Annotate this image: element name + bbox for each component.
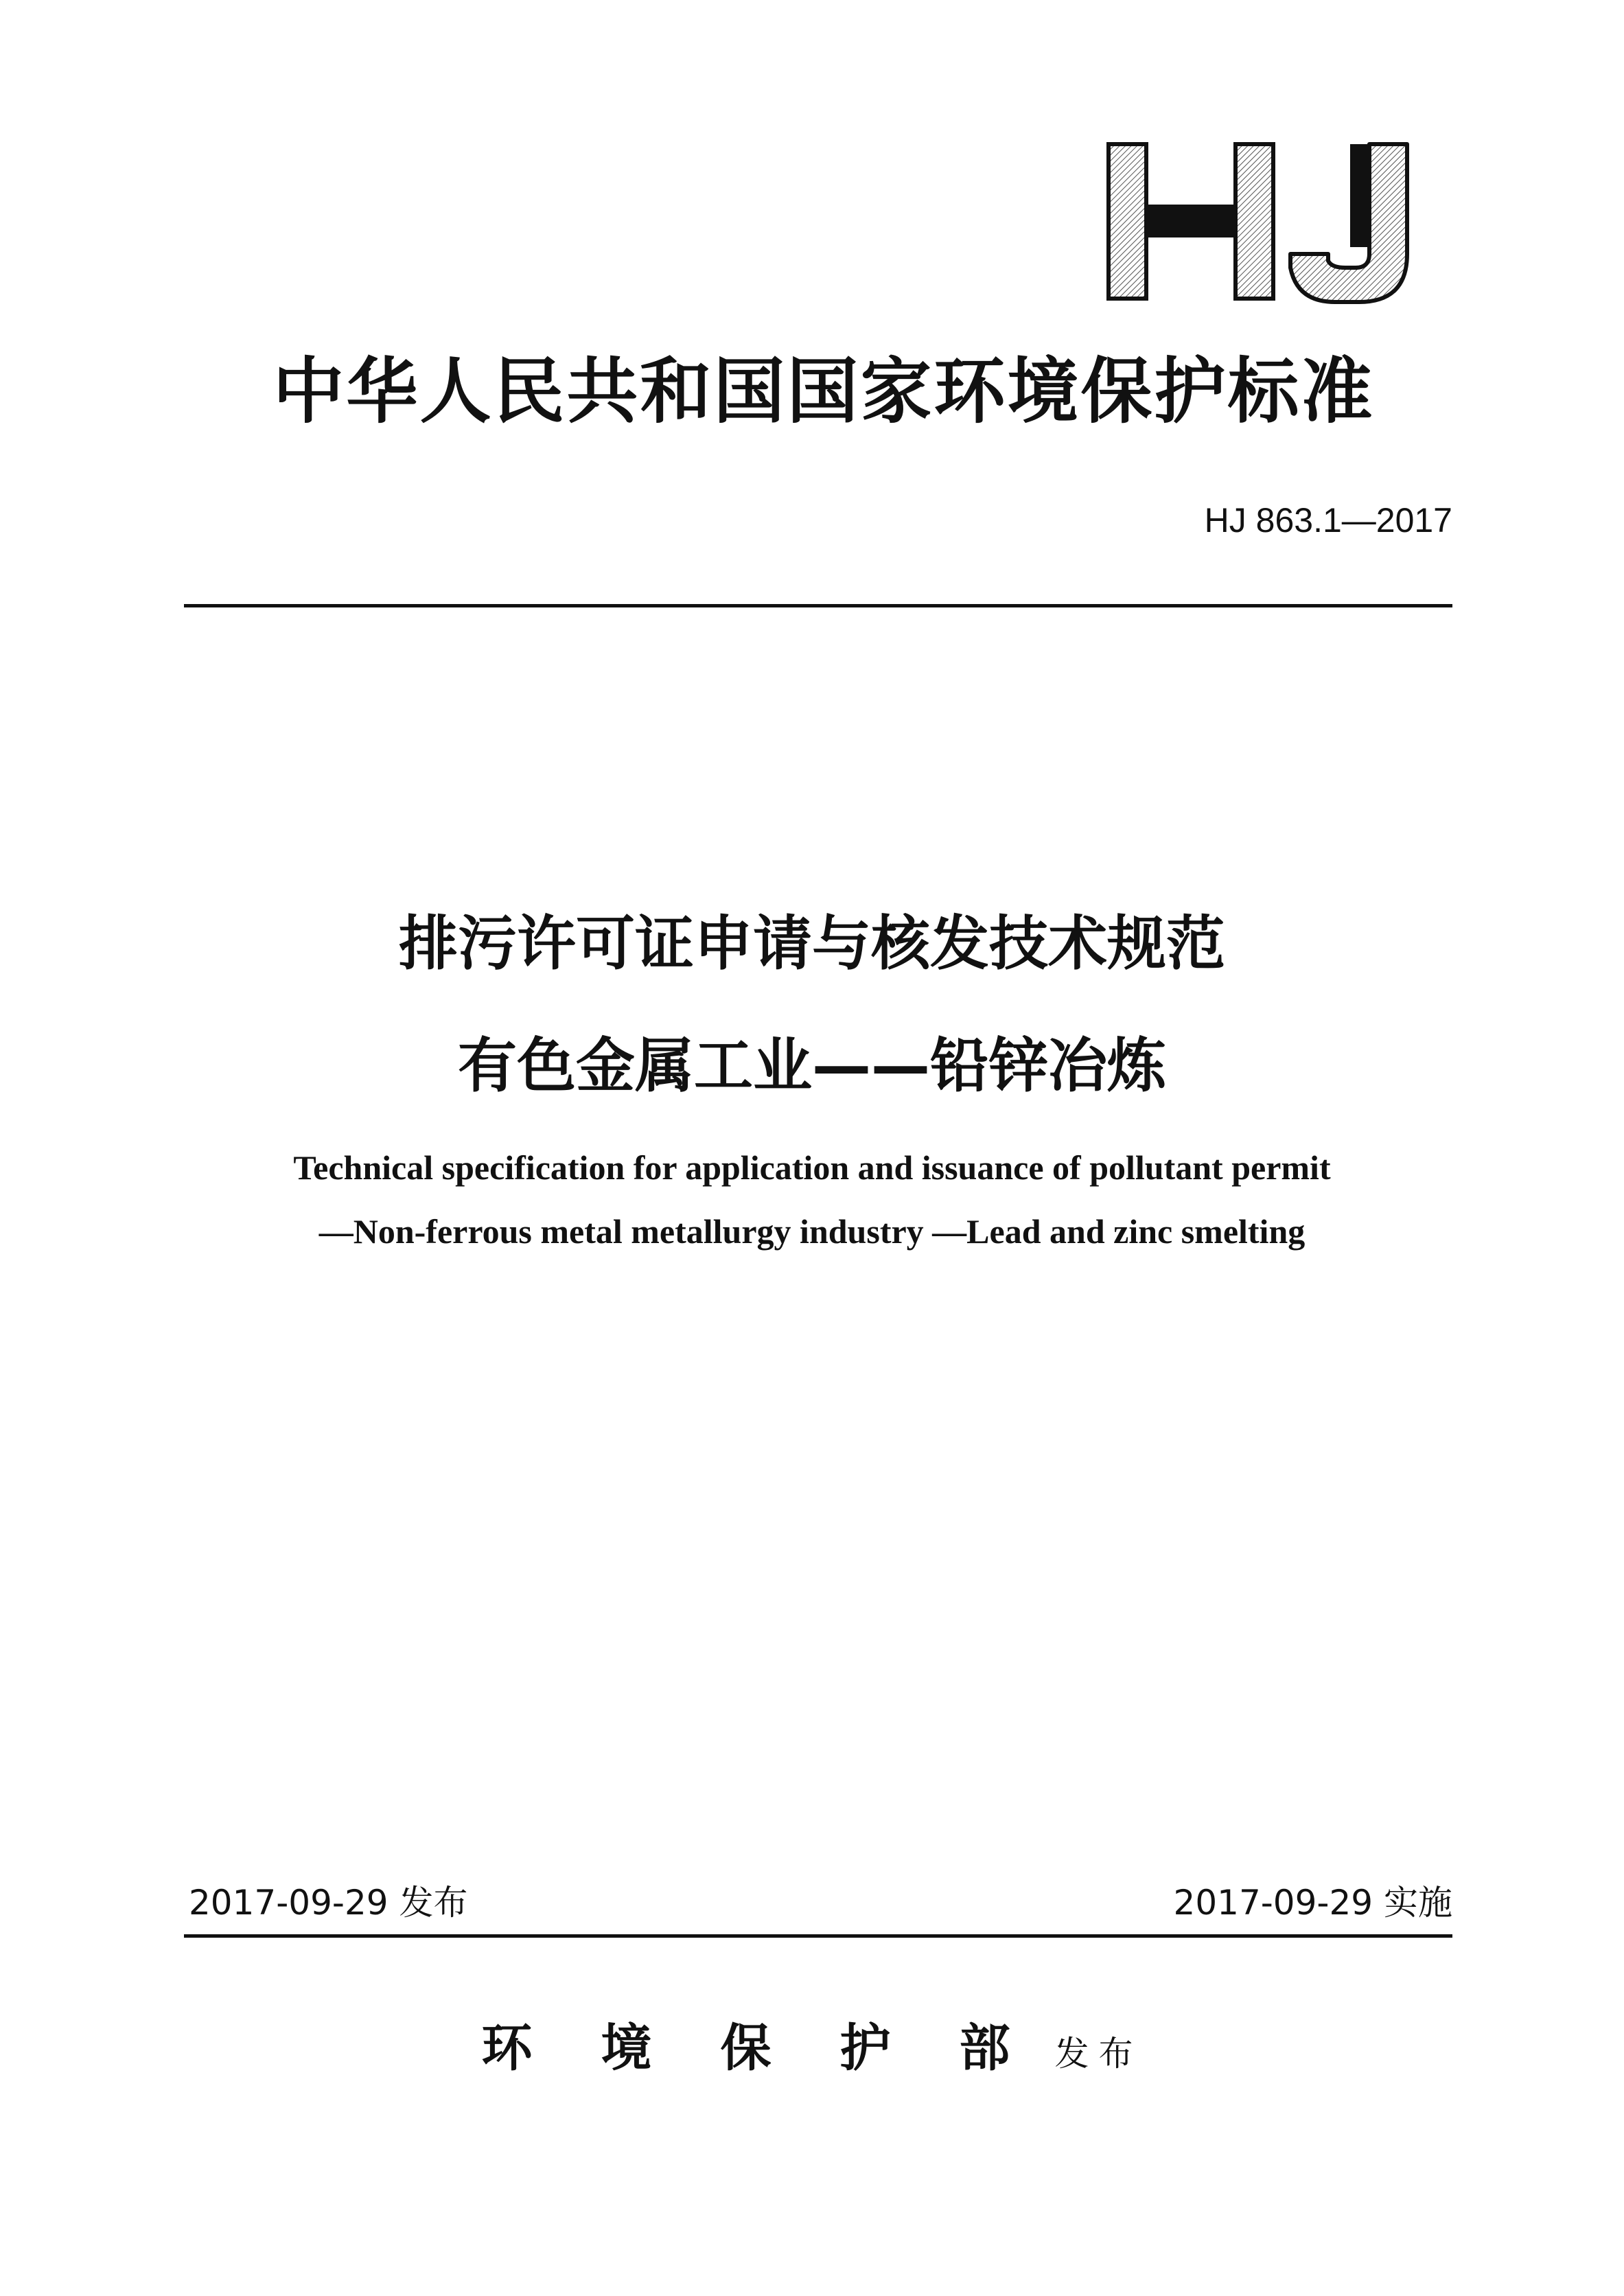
header-divider (184, 604, 1452, 607)
standard-type-title: 中华人民共和国国家环境保护标准 (272, 349, 1375, 433)
footer-divider (184, 1934, 1452, 1938)
publisher-line (0, 2008, 1624, 2080)
publisher-suffix: 发布 (1054, 2034, 1143, 2074)
chinese-title-line-2: 有色金属工业——铅锌冶炼 (458, 1032, 1166, 1100)
implementation-date: 2017-09-29 实施 (1173, 1883, 1452, 1923)
hj-logo-icon (1095, 124, 1424, 323)
english-title-line-1: Technical specification for application and issuance of pollutant permit (293, 1148, 1331, 1187)
publisher-name: 环境保护部 (481, 2019, 1079, 2078)
standard-code: HJ 863.1—2017 (1204, 501, 1452, 540)
chinese-title-line-1: 排污许可证申请与核发技术规范 (399, 909, 1225, 978)
english-title-line-2: —Non-ferrous metal metallurgy industry —Lead and zinc smelting (318, 1212, 1306, 1251)
issue-date: 2017-09-29 发布 (189, 1883, 468, 1923)
